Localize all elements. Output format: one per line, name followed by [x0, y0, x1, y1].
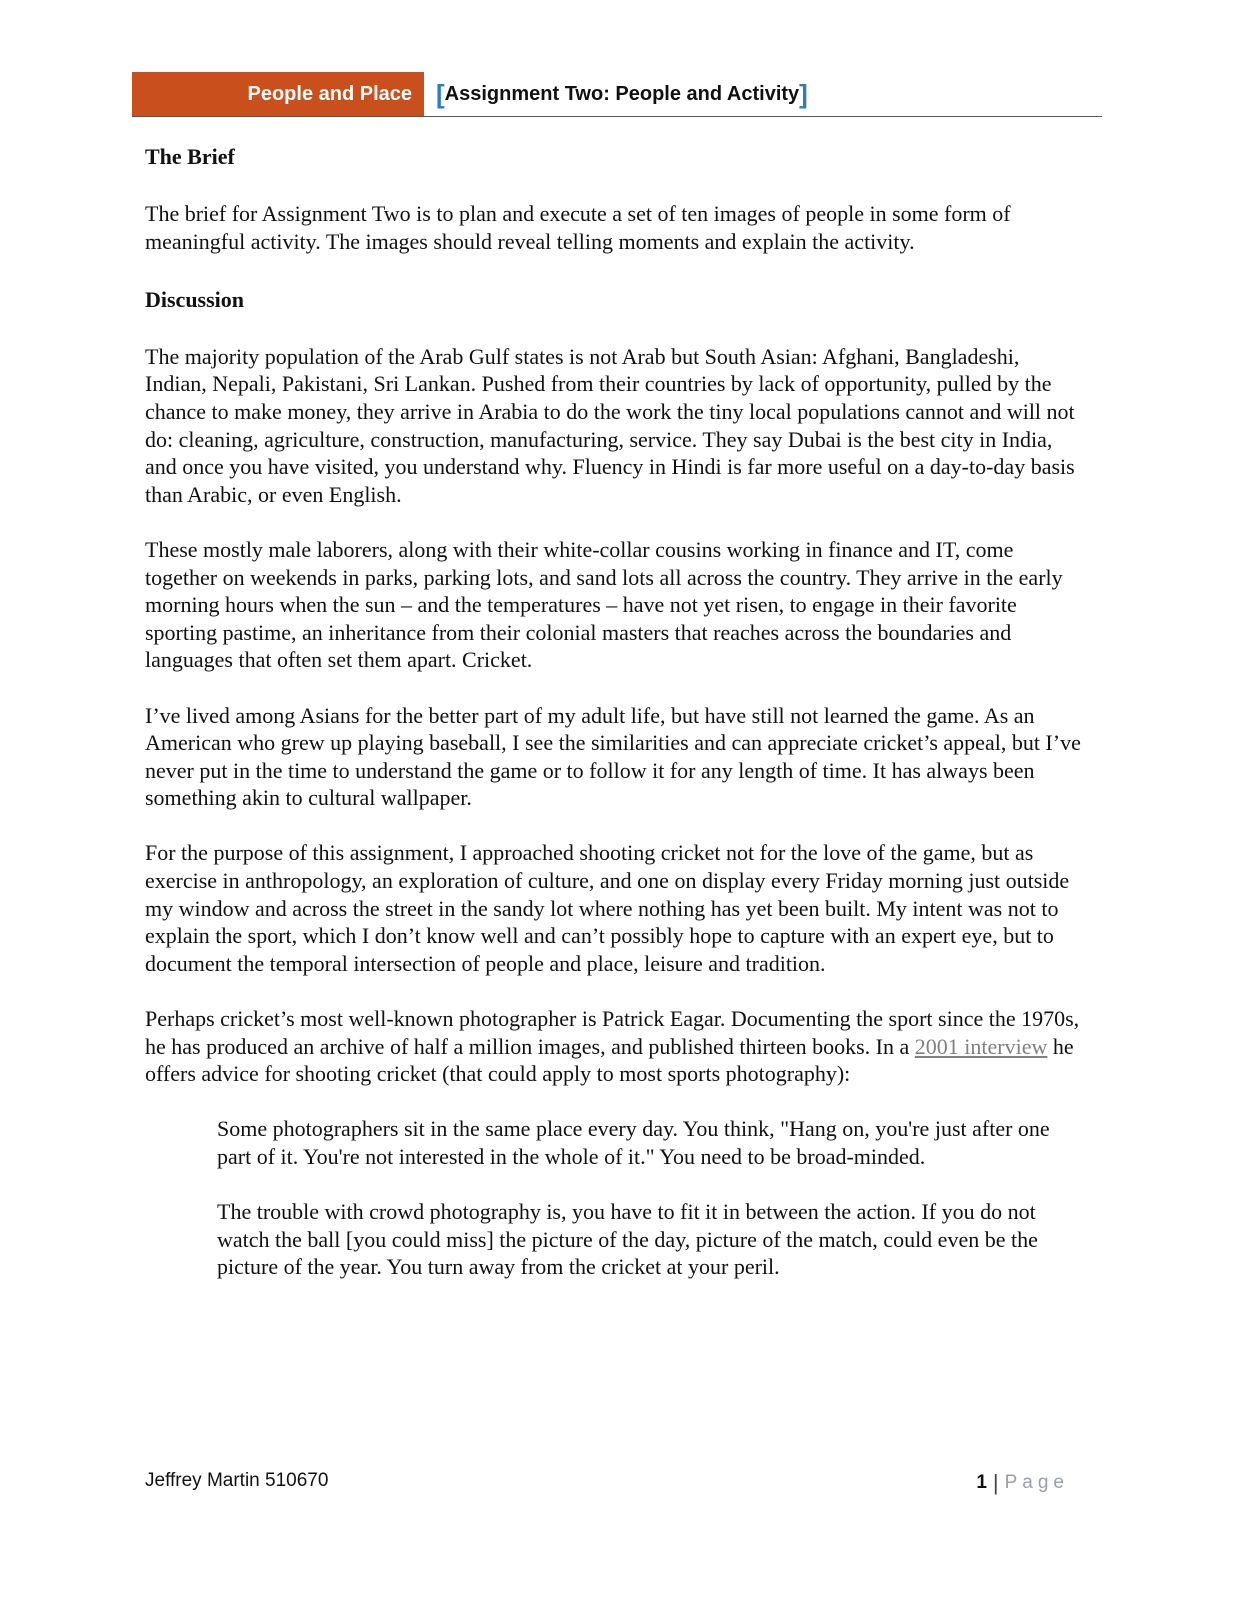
page-footer: [145, 1470, 1069, 1500]
brief-paragraph: The brief for Assignment Two is to plan and execute a set of ten images of people in some form of meaningful activity. The images should reveal telling moments and explain the activity.: [145, 201, 1011, 254]
page-indicator: [976, 1470, 1069, 1496]
page-number: 1: [976, 1472, 987, 1493]
discussion-heading: Discussion: [145, 286, 245, 312]
page-header: [132, 72, 1102, 116]
paragraph-5-start: Perhaps cricket’s most well-known photographer is Patrick Eagar. Documenting the sport since the 1970s, he has produced an archive of half a million images, and published thirteen books. In a: [145, 1006, 1080, 1059]
discussion-paragraph-3: I’ve lived among Asians for the better part of my adult life, but have still not learned the game. As an American who grew up playing baseball, I see the similarities and can appreciate cricket’s appeal, but I’ve never put in the time to understand the game or to follow it for any length of time. It has always been something akin to cultural wallpaper.: [145, 702, 1081, 811]
discussion-paragraph-4: For the purpose of this assignment, I approached shooting cricket not for the love of the game, but as exercise in anthropology, an exploration of culture, and one on display every Friday morning just outside my window and across the street in the sandy lot where nothing has yet been built. My intent was not to explain the sport, which I don’t know well and can’t possibly hope to capture with an expert eye, but to document the temporal intersection of people and place, leisure and tradition.: [145, 840, 1070, 976]
discussion-paragraph-1: The majority population of the Arab Gulf states is not Arab but South Asian: Afghani, Bangladeshi, Indian, Nepali, Pakistani, Sri Lankan. Pushed from their countries by lack of opportunity, pulled by the chance to make money, they arrive in Arabia to do the work the tiny local populations cannot and will not do: cleaning, agriculture, construction, manufacturing, service. They say Dubai is the best city in India, and once you have visited, you understand why. Fluency in Hindi is far more useful on a day-to-day basis than Arabic, or even English.: [145, 343, 1075, 507]
discussion-paragraph-5: [145, 1005, 1085, 1088]
discussion-paragraph-2: These mostly male laborers, along with their white-collar cousins working in finance and IT, come together on weekends in parks, parking lots, and sand lots all across the country. They arrive in the early morning hours when the sun – and the temperatures – have not yet risen, to engage in their favorite sporting pastime, an inheritance from their colonial masters that reaches across the boundaries and languages that often set them apart. Cricket.: [145, 536, 1063, 673]
header-tab: People and Place: [132, 72, 424, 116]
header-title-group: [436, 72, 808, 116]
header-bracket-close: ]: [799, 78, 808, 109]
document-body: [145, 140, 1085, 1309]
quote-2: The trouble with crowd photography is, you have to fit it in between the action. If you do not watch the ball [you could miss] the picture of the day, picture of the match, could even be the picture of the year. You turn away from the cricket at your peril.: [217, 1199, 1038, 1280]
page-separator: |: [992, 1470, 999, 1495]
header-title: Assignment Two: People and Activity: [444, 82, 800, 105]
interview-link[interactable]: 2001 interview: [914, 1033, 1048, 1059]
paragraph-5-end: he offers advice for shooting cricket (that could apply to most sports photography):: [145, 1033, 1074, 1087]
footer-author: Jeffrey Martin 510670: [145, 1470, 329, 1491]
header-bracket-open: [: [436, 78, 445, 109]
brief-heading: The Brief: [145, 144, 235, 169]
header-divider: [132, 116, 1102, 117]
page-label: Page: [1004, 1472, 1069, 1493]
quote-1: Some photographers sit in the same place every day. You think, "Hang on, you're just after one part of it. You're not interested in the whole of it." You need to be broad-minded.: [217, 1116, 1050, 1169]
